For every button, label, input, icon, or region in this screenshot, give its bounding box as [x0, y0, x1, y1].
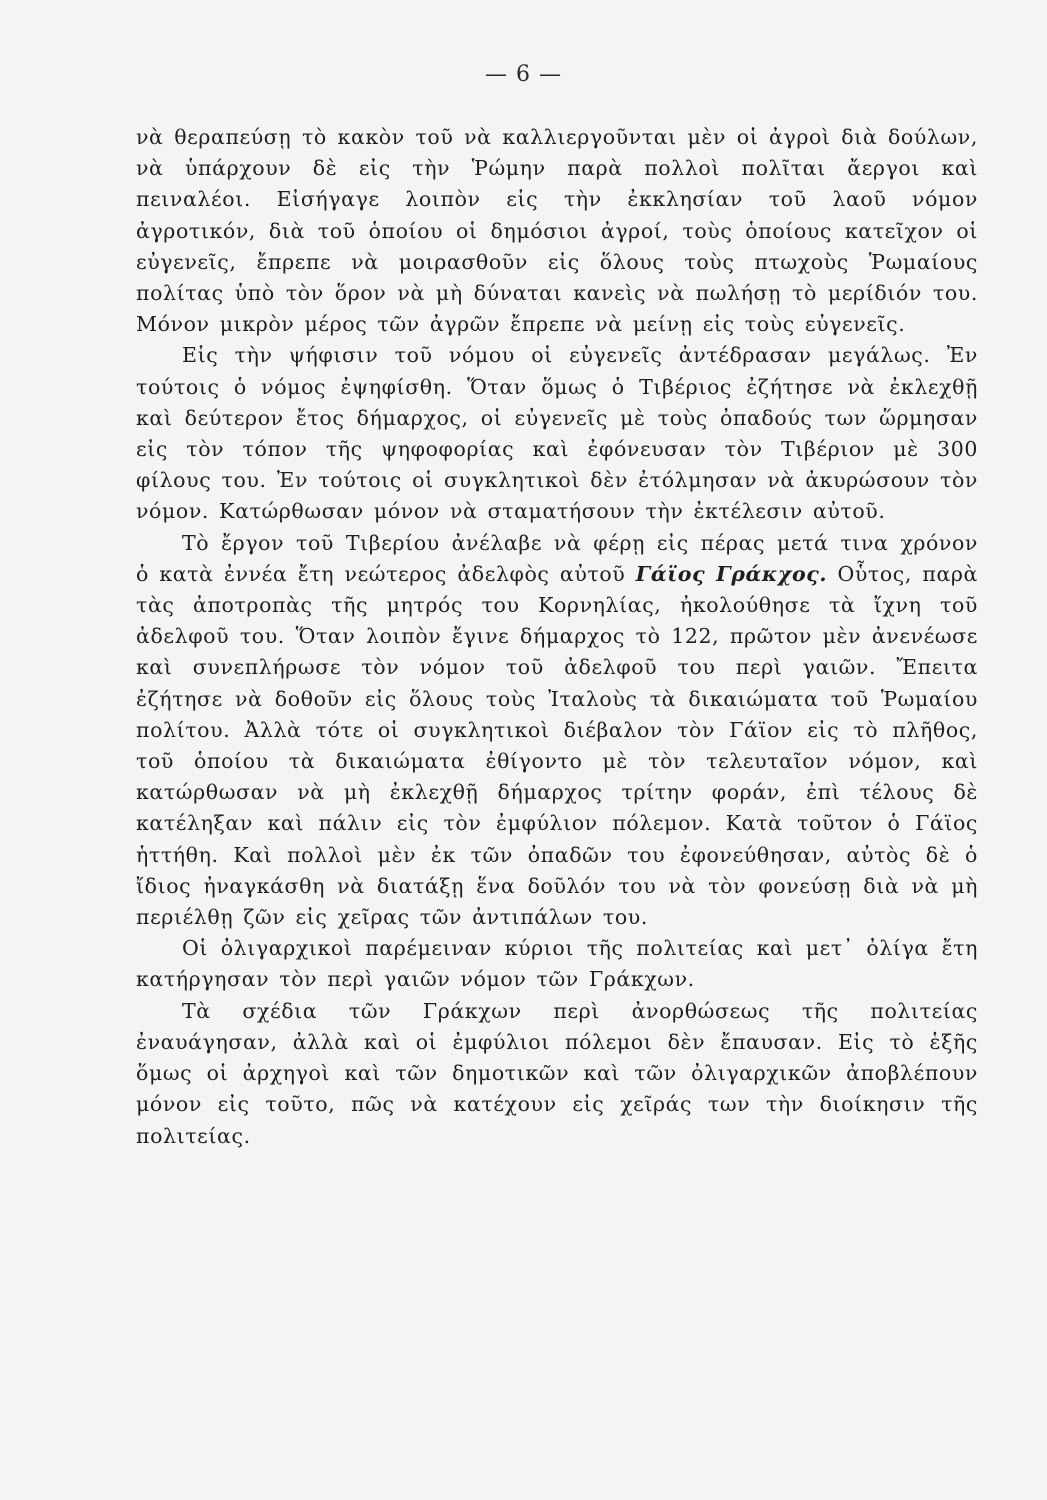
paragraph-oligarchs: Οἱ ὀλιγαρχικοὶ παρέμειναν κύριοι τῆς πολιτείας καὶ μετ᾽ ὀλίγα ἔτη κατήργησαν τὸν περὶ γαιῶν νόμον τῶν Γράκχων. — [136, 936, 978, 992]
paragraph-gaius-gracchus — [136, 528, 978, 934]
paragraph-gaius-intro: Τὸ ἔργον τοῦ Τιβερίου ἀνέλαβε νὰ φέρῃ εἰς πέρας μετά τινα χρόνον ὁ κατὰ ἐννέα ἔτη νεώτερος ἀδελφὸς αὐτοῦ — [136, 530, 978, 586]
paragraph-gaius-rest: Οὗτος, παρὰ τὰς ἀποτροπὰς τῆς μητρός του Κορνηλίας, ἠκολούθησε τὰ ἴχνη τοῦ ἀδελφοῦ του. Ὅταν λοιπὸν ἔγινε δήμαρχος τὸ 122, πρῶτον μὲν ἀνενέωσε καὶ συνεπλήρωσε τὸν νόμον τοῦ ἀδελφοῦ του περὶ γαιῶν. Ἔπειτα ἐζήτησε νὰ δοθοῦν εἰς ὅλους τοὺς Ἰταλοὺς τὰ δικαιώματα τοῦ Ῥωμαίου πολίτου. Ἀλλὰ τότε οἱ συγκλητικοὶ διέβαλον τὸν Γάϊον εἰς τὸ πλῆθος, τοῦ ὁποίου τὰ δικαιώματα ἐθίγοντο μὲ τὸν τελευταῖον νόμον, καὶ κατώρθωσαν νὰ μὴ ἐκλεχθῇ δήμαρχος τρίτην φοράν, ἐπὶ τέλους δὲ κατέληξαν καὶ πάλιν εἰς τὸν ἐμφύλιον πόλεμον. Κατὰ τοῦτον ὁ Γάϊος ἡττήθη. Καὶ πολλοὶ μὲν ἐκ τῶν ὀπαδῶν του ἐφονεύθησαν, αὐτὸς δὲ ὁ ἴδιος ἠναγκάσθη νὰ διατάξῃ ἕνα δοῦλόν του νὰ τὸν φονεύσῃ διὰ νὰ μὴ περιέλθῃ ζῶν εἰς χεῖρας τῶν ἀντιπάλων του. — [136, 561, 978, 930]
page-number: — 6 — — [485, 62, 562, 87]
body-text — [136, 122, 978, 1152]
paragraph-law-reaction: Εἰς τὴν ψήφισιν τοῦ νόμου οἱ εὐγενεῖς ἀντέδρασαν μεγάλως. Ἐν τούτοις ὁ νόμος ἐψηφίσθη. Ὅταν ὅμως ὁ Τιβέριος ἐζήτησε νὰ ἐκλεχθῇ καὶ δεύτερον ἔτος δήμαρχος, οἱ εὐγενεῖς μὲ τοὺς ὀπαδούς των ὥρμησαν εἰς τὸν τόπον τῆς ψηφοφορίας καὶ ἐφόνευσαν τὸν Τιβέριον μὲ 300 φίλους του. Ἐν τούτοις οἱ συγκλητικοὶ δὲν ἐτόλμησαν νὰ ἀκυρώσουν τὸν νόμον. Κατώρθωσαν μόνον νὰ σταματήσουν τὴν ἐκτέλεσιν αὐτοῦ. — [136, 343, 978, 524]
paragraph-continuation: νὰ θεραπεύσῃ τὸ κακὸν τοῦ νὰ καλλιεργοῦνται μὲν οἱ ἀγροὶ διὰ δούλων, νὰ ὑπάρχουν δὲ εἰς τὴν Ῥώμην παρὰ πολλοὶ πολῖται ἄεργοι καὶ πειναλέοι. Εἰσήγαγε λοιπὸν εἰς τὴν ἐκκλησίαν τοῦ λαοῦ νόμον ἀγροτικόν, διὰ τοῦ ὁποίου οἱ δημόσιοι ἀγροί, τοὺς ὁποίους κατεῖχον οἱ εὐγενεῖς, ἔπρεπε νὰ μοιρασθοῦν εἰς ὅλους τοὺς πτωχοὺς Ῥωμαίους πολίτας ὑπὸ τὸν ὅρον νὰ μὴ δύναται κανεὶς νὰ πωλήσῃ τὸ μερίδιόν του. Μόνον μικρὸν μέρος τῶν ἀγρῶν ἔπρεπε νὰ μείνῃ εἰς τοὺς εὐγενεῖς. — [136, 125, 978, 337]
gaius-gracchus-name: Γάϊος Γράκχος. — [635, 561, 828, 586]
paragraph-conclusion: Τὰ σχέδια τῶν Γράκχων περὶ ἀνορθώσεως τῆς πολιτείας ἐναυάγησαν, ἀλλὰ καὶ οἱ ἐμφύλιοι πόλεμοι δὲν ἔπαυσαν. Εἰς τὸ ἑξῆς ὅμως οἱ ἀρχηγοὶ καὶ τῶν δημοτικῶν καὶ τῶν ὀλιγαρχικῶν ἀποβλέπουν μόνον εἰς τοῦτο, πῶς νὰ κατέχουν εἰς χεῖράς των τὴν διοίκησιν τῆς πολιτείας. — [136, 998, 978, 1148]
